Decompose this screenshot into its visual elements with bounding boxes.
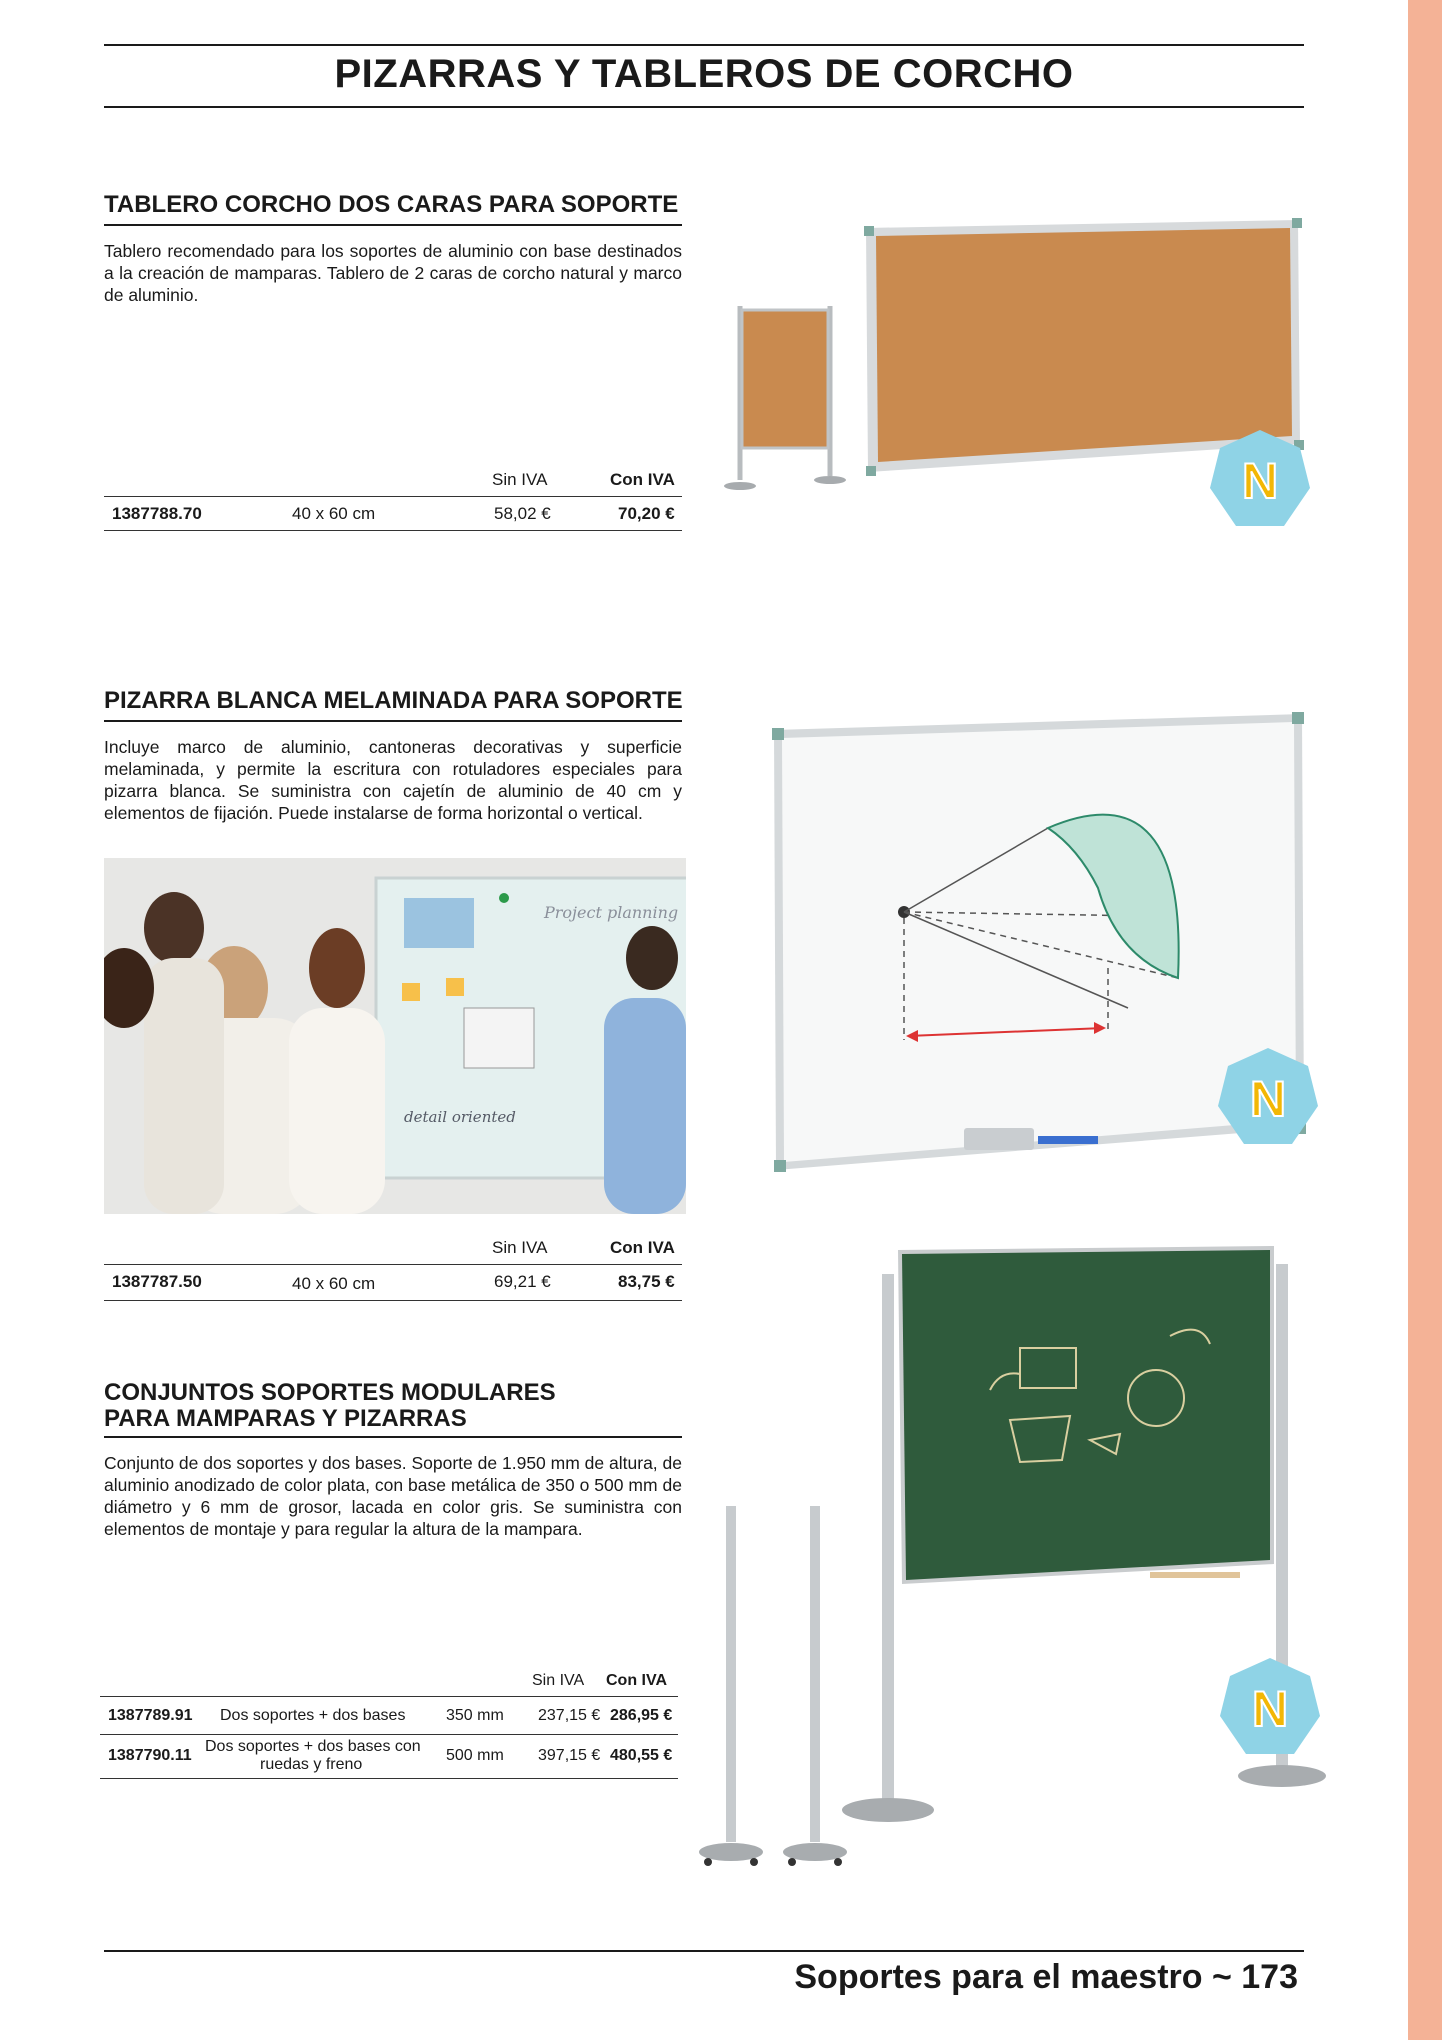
new-badge [1216,1046,1320,1150]
section-title-stands-line1: CONJUNTOS SOPORTES MODULARES [104,1379,556,1406]
badge-letter: N [1241,453,1279,509]
price-sin-iva: 69,21 € [494,1272,551,1291]
product-description-line2: ruedas y freno [260,1756,363,1773]
price-con-iva: 70,20 € [618,504,675,523]
product-ref: 1387789.91 [108,1707,193,1724]
header-con-iva: Con IVA [610,470,675,489]
product-ref: 1387787.50 [112,1272,202,1291]
product-size: 40 x 60 cm [292,504,376,523]
chalkboard-stands-image [690,1240,1330,1880]
section-rule [104,1436,682,1438]
price-con-iva: 480,55 € [610,1747,673,1764]
price-sin-iva: 397,15 € [538,1747,601,1764]
price-sin-iva: 237,15 € [538,1707,601,1724]
side-color-strip [1408,0,1442,2040]
header-sin-iva: Sin IVA [532,1672,585,1689]
product-ref: 1387788.70 [112,504,202,523]
board-handwriting: Project planning [544,903,679,922]
new-badge [1208,428,1312,532]
badge-letter: N [1251,1681,1289,1737]
price-con-iva: 286,95 € [610,1707,673,1724]
price-sin-iva: 58,02 € [494,504,551,523]
product-ref: 1387790.11 [108,1747,192,1764]
section-title-cork: TABLERO CORCHO DOS CARAS PARA SOPORTE [104,191,679,218]
footer-rule [104,1950,1304,1952]
product-size: 40 x 60 cm [292,1274,376,1293]
page-title: PIZARRAS Y TABLEROS DE CORCHO [334,52,1074,96]
section-title-whiteboard: PIZARRA BLANCA MELAMINADA PARA SOPORTE [104,687,683,714]
table-rule [104,1300,682,1301]
section-description-cork: Tablero recomendado para los soportes de aluminio con base destinados a la creación de mamparas. Tablero de 2 caras de corcho natural y marco de aluminio. [104,241,682,305]
header-sin-iva: Sin IVA [492,470,548,489]
section-rule [104,720,682,722]
section-description-whiteboard: Incluye marco de aluminio, cantoneras decorativas y superficie melaminada, y permite la escritura con rotuladores especiales para pizarra blanca. Se suministra con cajetín de aluminio de 40 cm y elementos de fijación. Puede instalarse de forma horizontal o vertical. [104,737,682,823]
header-sin-iva: Sin IVA [492,1238,548,1257]
product-description: Dos soportes + dos bases [220,1707,406,1724]
section-title-stands-line2: PARA MAMPARAS Y PIZARRAS [104,1405,467,1432]
product-description-line1: Dos soportes + dos bases con [205,1738,421,1755]
section-description-stands: Conjunto de dos soportes y dos bases. Soporte de 1.950 mm de altura, de aluminio anodizado de color plata, con base metálica de 350 o 500 mm de diámetro y 6 mm de grosor, lacada en color gris. Se suministra con elementos de montaje y para regular la altura de la mampara. [104,1453,682,1539]
table-rule [100,1734,678,1735]
table-rule [100,1696,678,1697]
section-rule [104,224,682,226]
office-team-photo [104,858,686,1214]
table-rule [104,496,682,497]
table-rule [104,1264,682,1265]
header-bottom-rule [104,106,1304,108]
header-con-iva: Con IVA [606,1672,668,1689]
product-size: 500 mm [446,1747,504,1764]
price-con-iva: 83,75 € [618,1272,675,1291]
header-con-iva: Con IVA [610,1238,675,1257]
table-rule [100,1778,678,1779]
product-size: 350 mm [446,1707,504,1724]
table-rule [104,530,682,531]
footer-page-label: Soportes para el maestro ~ 173 [794,1958,1298,1996]
badge-letter: N [1249,1071,1287,1127]
new-badge [1218,1656,1322,1760]
board-handwriting: detail oriented [404,1108,516,1126]
header-top-rule [104,44,1304,46]
